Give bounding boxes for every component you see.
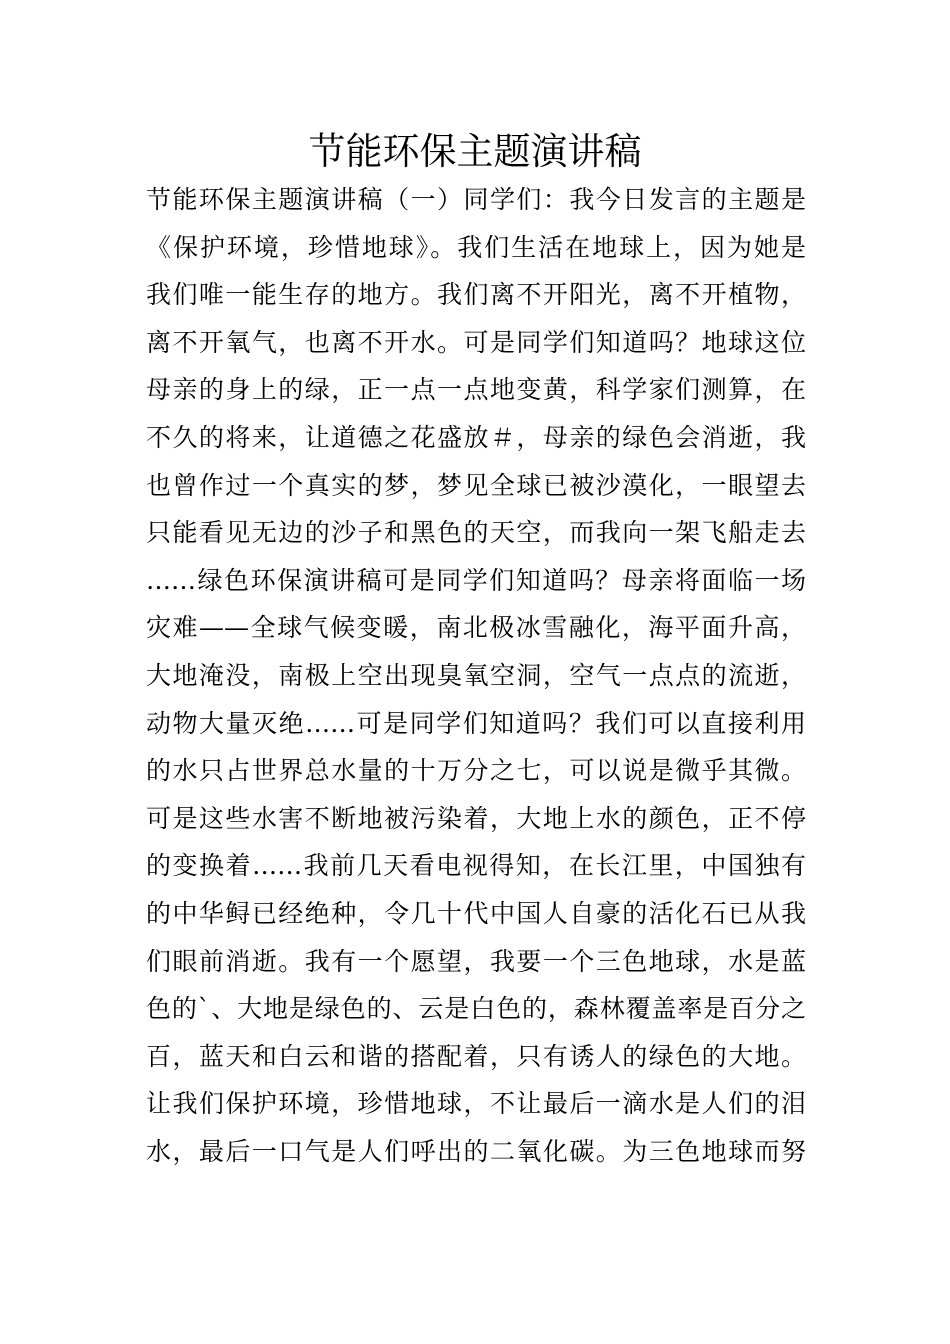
body-line: 我们唯一能生存的地方。我们离不开阳光，离不开植物， [146,280,806,310]
body-line: 也曾作过一个真实的梦，梦见全球已被沙漠化，一眼望去 [146,470,806,500]
body-line: 灾难——全球气候变暖，南北极冰雪融化，海平面升高， [146,613,806,643]
body-line: 的水只占世界总水量的十万分之七，可以说是微乎其微。 [146,756,806,786]
body-line: 大地淹没，南极上空出现臭氧空洞，空气一点点的流逝， [146,660,806,690]
body-line: 色的`、大地是绿色的、云是白色的，森林覆盖率是百分之 [146,994,806,1024]
body-line: 的变换着……我前几天看电视得知，在长江里，中国独有 [146,851,806,881]
document-title: 节能环保主题演讲稿 [308,130,642,173]
body-line: 不久的将来，让道德之花盛放＃，母亲的绿色会消逝，我 [146,422,806,452]
body-line: 让我们保护环境，珍惜地球，不让最后一滴水是人们的泪 [146,1089,806,1119]
body-line: 母亲的身上的绿，正一点一点地变黄，科学家们测算，在 [146,375,806,405]
body-line: 动物大量灭绝……可是同学们知道吗？我们可以直接利用 [146,708,806,738]
body-line: 的中华鲟已经绝种，令几十代中国人自豪的活化石已从我 [146,898,806,928]
body-line: 节能环保主题演讲稿（一）同学们：我今日发言的主题是 [146,185,806,214]
document-body [146,176,806,1175]
body-line: 百，蓝天和白云和谐的搭配着，只有诱人的绿色的大地。 [146,1041,806,1071]
body-line: 水，最后一口气是人们呼出的二氧化碳。为三色地球而努 [146,1136,806,1166]
body-line: 离不开氧气，也离不开水。可是同学们知道吗？地球这位 [146,327,806,357]
body-line: 《保护环境，珍惜地球》。我们生活在地球上，因为她是 [146,232,806,262]
body-line: 们眼前消逝。我有一个愿望，我要一个三色地球，水是蓝 [146,946,806,976]
body-line: ……绿色环保演讲稿可是同学们知道吗？母亲将面临一场 [146,565,806,595]
body-line: 只能看见无边的沙子和黑色的天空，而我向一架飞船走去 [146,518,806,548]
body-line: 可是这些水害不断地被污染着，大地上水的颜色，正不停 [146,803,806,833]
